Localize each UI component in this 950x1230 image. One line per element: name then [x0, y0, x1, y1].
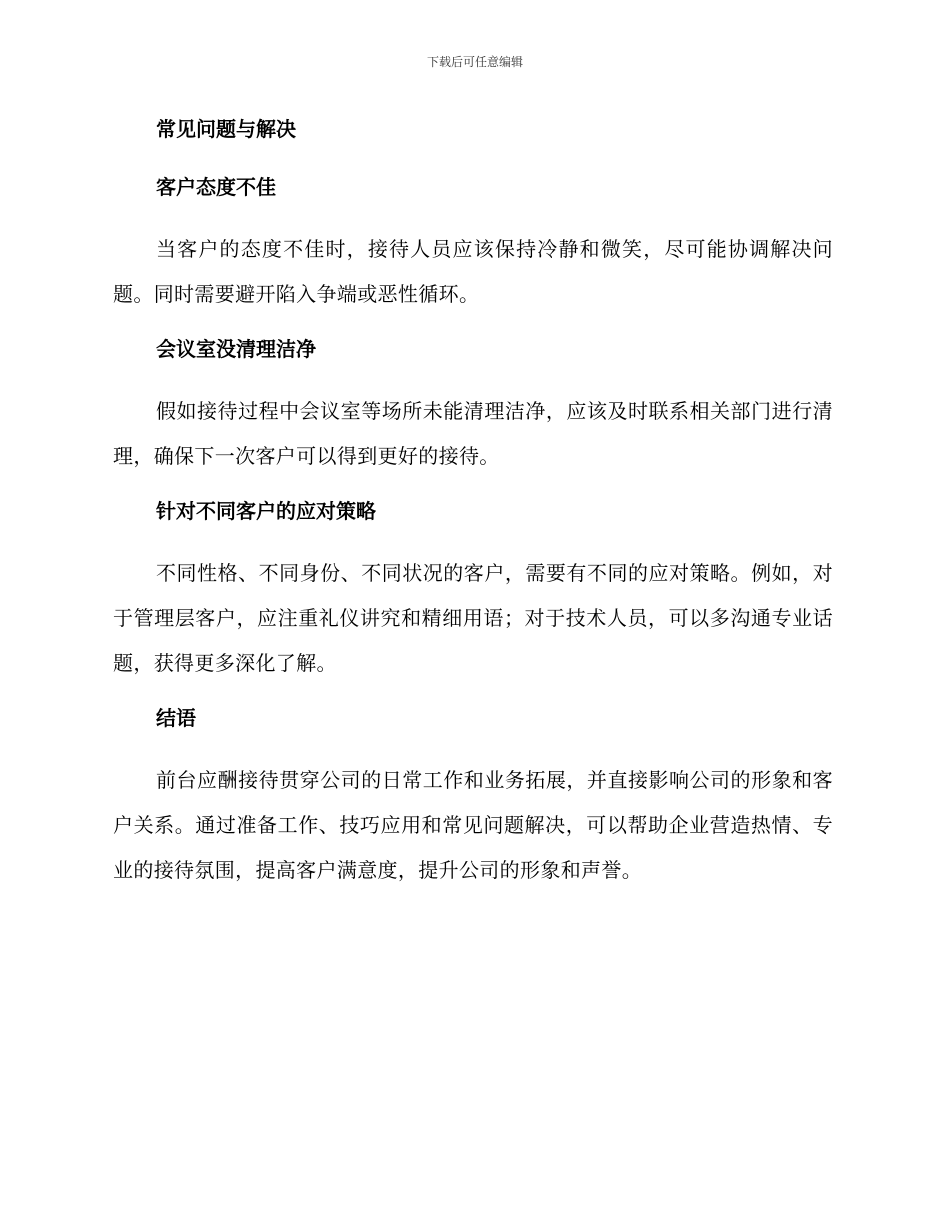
subheading-strategies: 针对不同客户的应对策略: [156, 499, 376, 523]
section-heading-conclusion: 结语: [156, 706, 196, 730]
paragraph-meeting-room: 假如接待过程中会议室等场所未能清理洁净，应该及时联系相关部门进行清理，确保下一次客户可以得到更好的接待。: [113, 399, 833, 468]
subheading-meeting-room: 会议室没清理洁净: [156, 337, 316, 361]
document-body: [113, 111, 833, 907]
page-header: 下载后可任意编辑: [426, 55, 523, 69]
paragraph-conclusion: 前台应酬接待贯穿公司的日常工作和业务拓展，并直接影响公司的形象和客户关系。通过准备工作、技巧应用和常见问题解决，可以帮助企业营造热情、专业的接待氛围，提高客户满意度，提升公司的形象和声誉。: [113, 768, 833, 882]
subheading-bad-attitude: 客户态度不佳: [156, 175, 276, 199]
paragraph-strategies: 不同性格、不同身份、不同状况的客户，需要有不同的应对策略。例如，对于管理层客户，应注重礼仪讲究和精细用语；对于技术人员，可以多沟通专业话题，获得更多深化了解。: [113, 561, 833, 675]
paragraph-bad-attitude: 当客户的态度不佳时，接待人员应该保持冷静和微笑，尽可能协调解决问题。同时需要避开陷入争端或恶性循环。: [113, 237, 833, 306]
section-heading-faq: 常见问题与解决: [156, 117, 296, 141]
